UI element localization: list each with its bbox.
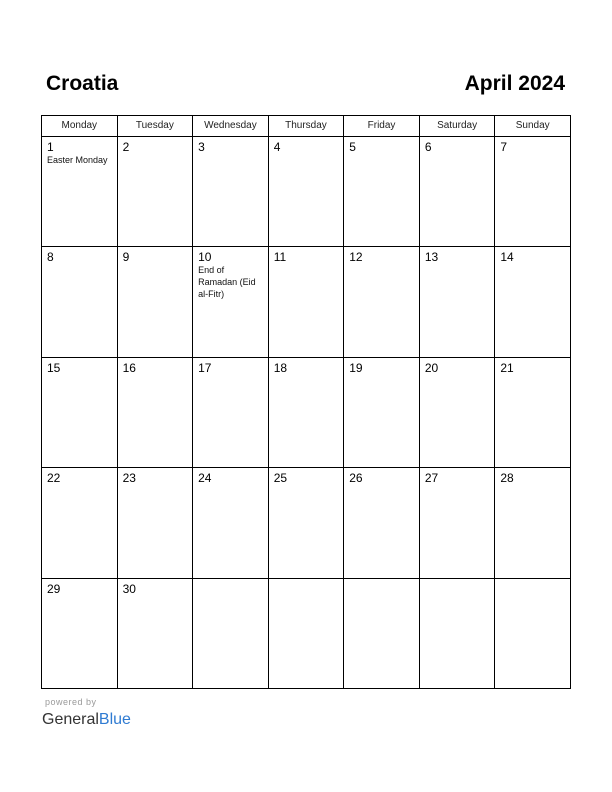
day-cell <box>268 137 344 247</box>
weekday-header-row <box>42 116 571 137</box>
day-number: 17 <box>198 360 212 375</box>
weekday-header: Thursday <box>268 116 344 137</box>
day-cell <box>42 247 118 357</box>
day-cell <box>268 357 344 467</box>
day-cell <box>117 247 193 357</box>
day-cell <box>117 468 193 578</box>
day-number: 22 <box>47 471 61 486</box>
day-number: 9 <box>122 250 130 265</box>
weekday-header: Monday <box>42 116 118 137</box>
day-number: 27 <box>424 471 439 486</box>
day-cell <box>42 357 118 467</box>
day-number: 19 <box>349 360 363 375</box>
day-cell <box>419 137 495 247</box>
day-number: 12 <box>349 250 363 265</box>
day-number: 4 <box>273 140 281 154</box>
day-number: 11 <box>273 250 287 265</box>
day-cell <box>193 137 269 247</box>
day-number: 21 <box>500 360 514 375</box>
weekday-header: Friday <box>344 116 420 137</box>
holiday-label: End of Ramadan (Eid al-Fitr) <box>198 265 256 300</box>
empty-day-cell <box>419 578 495 688</box>
day-cell <box>344 468 420 578</box>
day-cell <box>193 247 269 357</box>
day-number: 24 <box>198 471 212 486</box>
weekday-header: Saturday <box>419 116 495 137</box>
day-cell <box>344 357 420 467</box>
day-number: 20 <box>424 360 439 375</box>
week-row <box>42 247 571 357</box>
day-number: 15 <box>47 360 61 375</box>
week-row <box>42 578 571 688</box>
weekday-header: Tuesday <box>117 116 193 137</box>
day-cell <box>495 357 571 467</box>
week-row <box>42 468 571 578</box>
day-cell <box>268 247 344 357</box>
brand-logo[interactable] <box>42 710 131 730</box>
day-cell <box>193 357 269 467</box>
day-cell <box>419 247 495 357</box>
powered-by-text: powered by <box>45 697 97 707</box>
day-number: 3 <box>198 140 205 154</box>
day-cell <box>117 578 193 688</box>
day-cell <box>495 468 571 578</box>
holiday-label: Easter Monday <box>47 155 108 165</box>
weekday-header: Wednesday <box>193 116 269 137</box>
empty-day-cell <box>268 578 344 688</box>
day-cell <box>419 468 495 578</box>
day-cell <box>268 468 344 578</box>
day-cell <box>344 247 420 357</box>
day-number: 2 <box>122 140 130 154</box>
day-cell <box>42 578 118 688</box>
country-title: Croatia <box>46 72 119 95</box>
day-number: 29 <box>47 581 61 596</box>
week-row <box>42 357 571 467</box>
brand-name-part1: General <box>42 711 99 728</box>
day-number: 5 <box>349 140 356 154</box>
day-number: 28 <box>500 471 514 486</box>
day-number: 14 <box>500 250 514 265</box>
month-year-title: April 2024 <box>464 72 565 95</box>
day-cell <box>344 137 420 247</box>
day-cell <box>495 137 571 247</box>
brand-name-part2: Blue <box>98 711 131 728</box>
day-number: 1 <box>47 140 54 154</box>
day-cell <box>42 137 118 247</box>
week-row <box>42 137 571 247</box>
day-number: 6 <box>424 140 432 154</box>
day-number: 23 <box>122 471 136 486</box>
day-cell <box>117 137 193 247</box>
day-number: 26 <box>349 471 363 486</box>
empty-day-cell <box>495 578 571 688</box>
day-number: 13 <box>424 250 439 265</box>
empty-day-cell <box>344 578 420 688</box>
day-number: 30 <box>122 581 136 596</box>
footer-branding <box>42 697 131 730</box>
day-cell <box>117 357 193 467</box>
day-number: 8 <box>47 250 54 265</box>
day-number: 10 <box>198 250 212 265</box>
day-cell <box>193 468 269 578</box>
day-cell <box>495 247 571 357</box>
day-cell <box>419 357 495 467</box>
day-number: 25 <box>273 471 288 486</box>
day-number: 18 <box>273 360 288 375</box>
weekday-header: Sunday <box>495 116 571 137</box>
empty-day-cell <box>193 578 269 688</box>
day-cell <box>42 468 118 578</box>
day-number: 16 <box>122 360 136 375</box>
day-number: 7 <box>500 140 508 154</box>
calendar-grid <box>41 115 571 689</box>
